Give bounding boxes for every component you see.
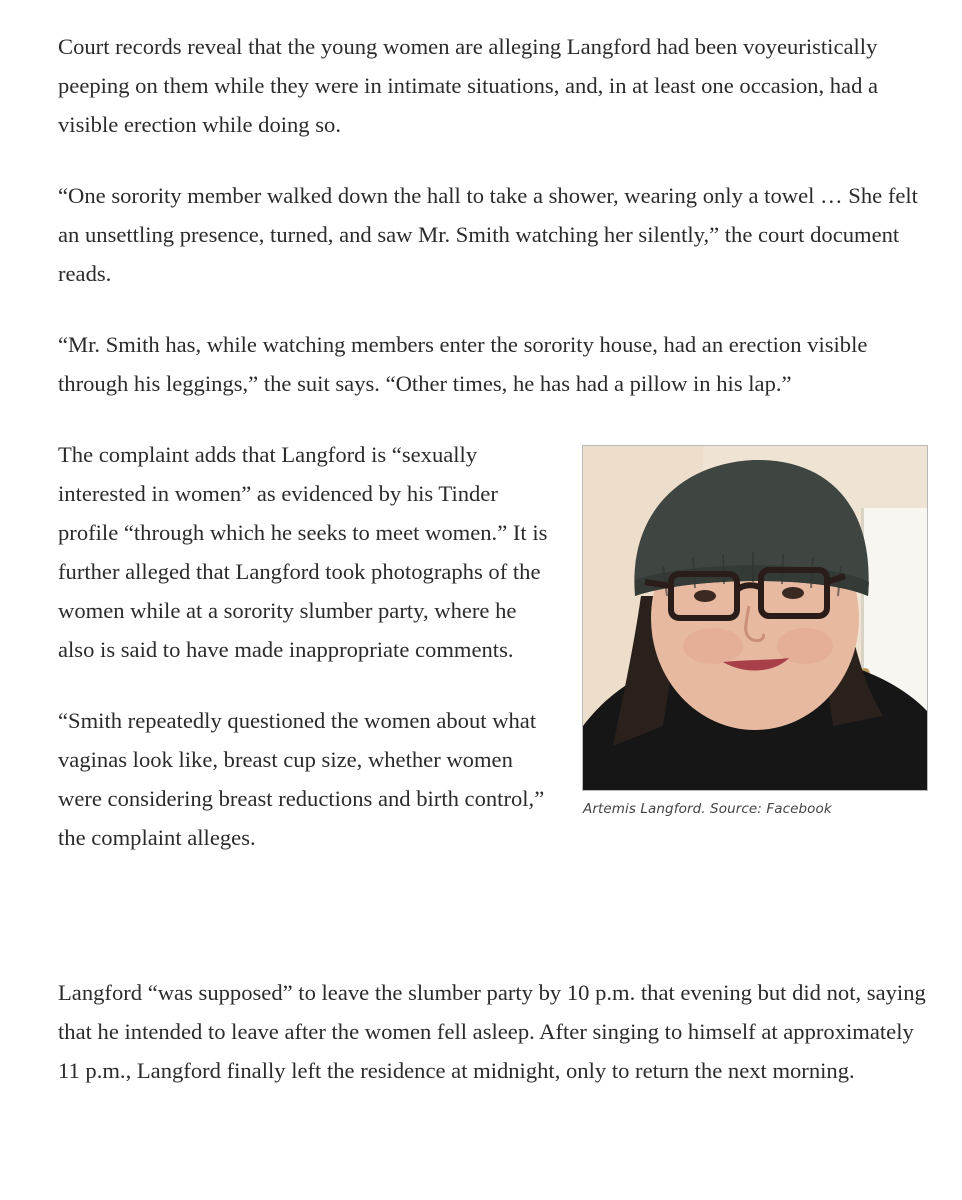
paragraph: “Smith repeatedly questioned the women about what vaginas look like, breast cup size, whether women were considering breast reductions and birth control,” the complaint alleges. [58, 708, 545, 850]
portrait-photo [582, 445, 928, 791]
photo-figure [582, 445, 928, 818]
paragraph: “One sorority member walked down the hall to take a shower, wearing only a towel … She felt an unsettling presence, turned, and saw Mr. Smith watching her silently,” the court document reads. [58, 183, 918, 286]
figure-section [58, 435, 928, 941]
paragraph: Langford “was supposed” to leave the slumber party by 10 p.m. that evening but did not, saying that he intended to leave after the women fell asleep. After singing to himself at approximately 11 p.m., Langford finally left the residence at midnight, only to return the next morning. [58, 980, 926, 1083]
paragraph: Court records reveal that the young women are alleging Langford had been voyeuristically peeping on them while they were in intimate situations, and, in at least one occasion, had a visible erection while doing so. [58, 34, 879, 137]
figure-side-text [58, 435, 558, 889]
article-body [58, 27, 928, 1122]
paragraph: The complaint adds that Langford is “sexually interested in women” as evidenced by his Tinder profile “through which he seeks to meet women.” It is further alleged that Langford took photographs of the women while at a sorority slumber party, where he also is said to have made inappropriate comments. [58, 442, 548, 662]
photo-caption: Artemis Langford. Source: Facebook [583, 801, 832, 817]
paragraph: “Mr. Smith has, while watching members enter the sorority house, had an erection visible through his leggings,” the suit says. “Other times, he has had a pillow in his lap.” [58, 332, 868, 396]
